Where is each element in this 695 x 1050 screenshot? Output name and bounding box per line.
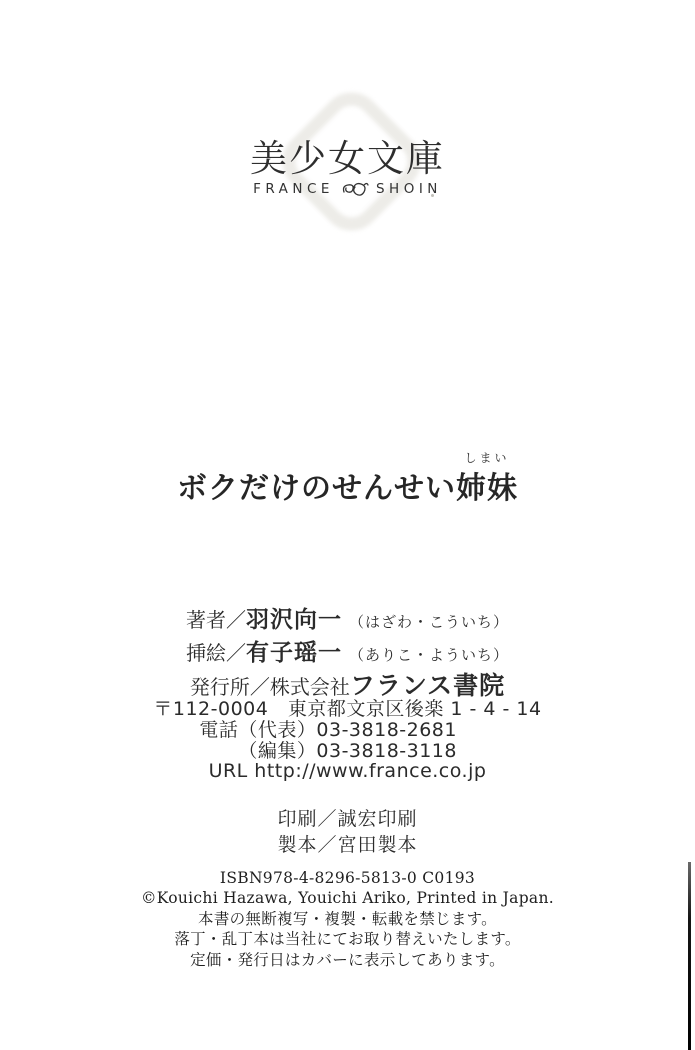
publisher-logo-subtitle <box>0 180 695 197</box>
contact-block <box>0 699 695 782</box>
printing-line: 印刷／誠宏印刷 <box>277 808 418 830</box>
book-title-main: ボクだけのせんせい <box>177 471 456 506</box>
copyright: ©Kouichi Hazawa, Youichi Ariko, Printed in Japan. <box>141 889 554 908</box>
book-title-ruby-base: 姉妹 <box>456 471 518 506</box>
notice-no-copying: 本書の無断複写・複製・転載を禁じます。 <box>198 909 497 928</box>
publisher-line <box>0 666 695 699</box>
publisher-name: フランス書院 <box>349 671 506 700</box>
binding-line: 製本／宮田製本 <box>277 834 418 856</box>
illustrator-line <box>0 634 695 667</box>
phone-numbers <box>0 720 457 761</box>
notice-defective-copies: 落丁・乱丁本は当社にてお取り替えいたします。 <box>174 930 521 949</box>
notice-price-on-cover: 定価・発行日はカバーに表示してあります。 <box>190 950 505 969</box>
isbn: ISBN978-4-8296-5813-0 C0193 <box>219 869 476 887</box>
logo-subtitle-right: SHOIN <box>375 180 442 197</box>
swirl-ornament-icon <box>341 180 369 197</box>
credits-block <box>0 601 695 699</box>
scan-edge-artifact <box>688 862 691 1050</box>
furigana: しまい <box>464 451 510 465</box>
publisher-label: 発行所／株式会社 <box>189 675 350 699</box>
logo-subtitle-left: FRANCE <box>253 180 334 197</box>
book-title <box>0 451 695 507</box>
publisher-address: 〒112-0004 東京都文京区後楽 1 - 4 - 14 <box>153 698 542 720</box>
illustrator-name: 有子瑶一 <box>245 639 342 666</box>
publisher-url: URL http://www.france.co.jp <box>208 760 487 782</box>
phone-editorial: （編集）03-3818-3118 <box>238 739 457 762</box>
publisher-logo-wordmark: 美少女文庫 <box>250 137 445 180</box>
author-reading: （はざわ・こういち） <box>348 613 509 631</box>
isbn-copyright-block <box>0 868 695 970</box>
author-line <box>0 601 695 634</box>
author-label: 著者／ <box>185 608 246 632</box>
illustrator-reading: （ありこ・よういち） <box>348 645 509 664</box>
book-title-ruby <box>456 451 518 507</box>
illustrator-label: 挿絵／ <box>185 640 246 665</box>
phone-main: 電話（代表）03-3818-2681 <box>199 719 457 741</box>
production-block <box>0 806 695 858</box>
author-name: 羽沢向一 <box>245 607 342 633</box>
